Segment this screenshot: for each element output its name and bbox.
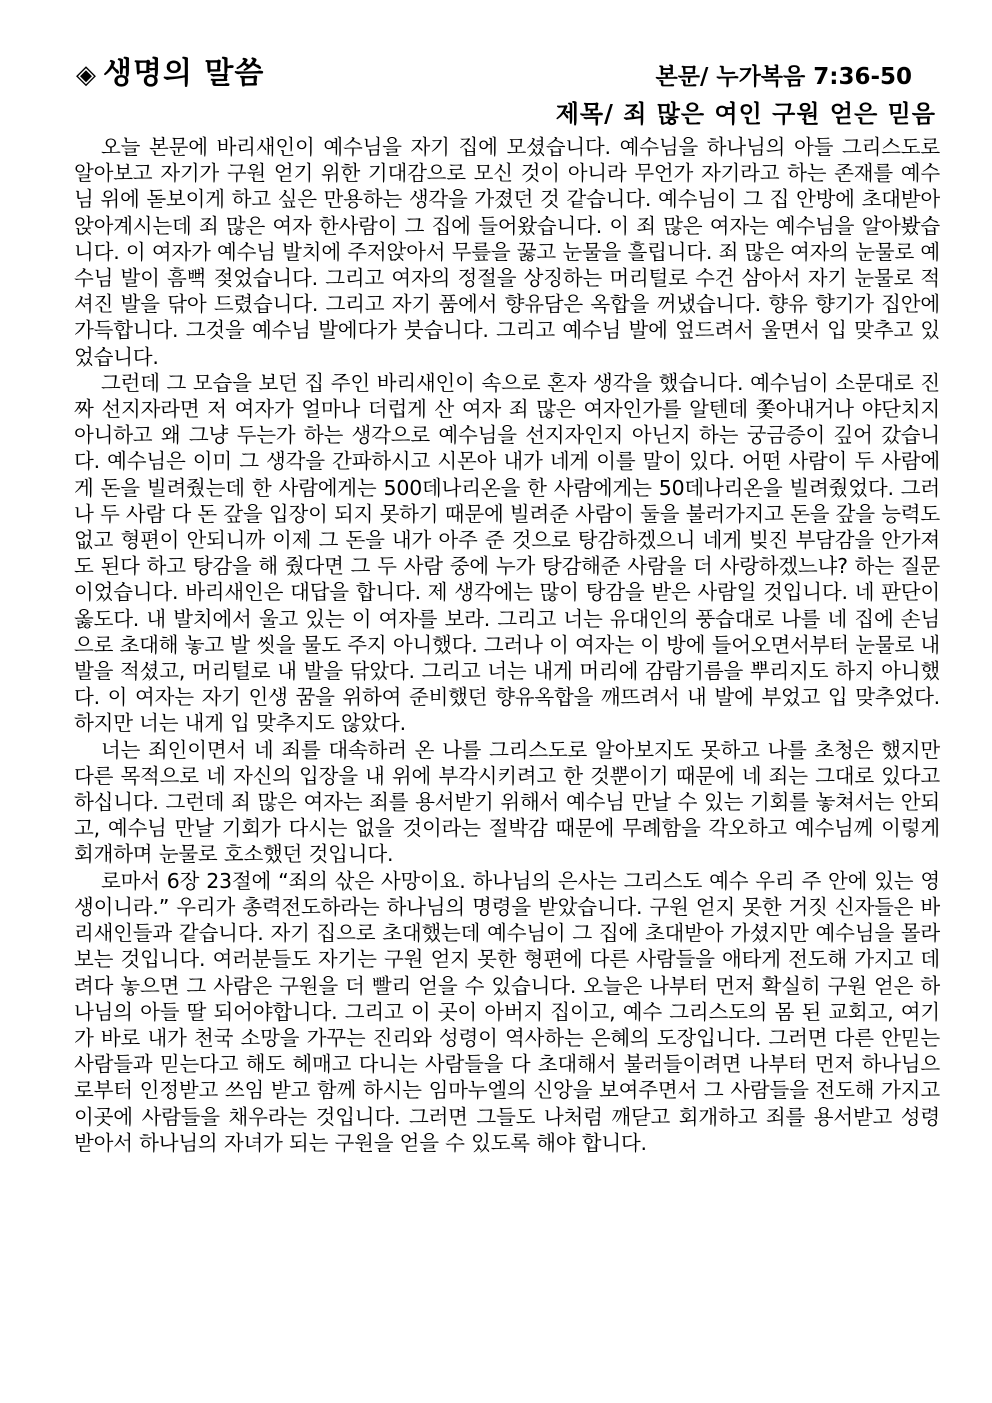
sermon-title: 제목/ 죄 많은 여인 구원 얻은 믿음 [555,99,936,128]
paragraph-3: 너는 죄인이면서 네 죄를 대속하러 온 나를 그리스도로 알아보지도 못하고 나를 초청은 했지만 다른 목적으로 네 자신의 입장을 내 위에 부각시키려고 한 것뿐이기 때문에 네 죄는 그대로 있다고 하십니다. 그런데 죄 많은 여자는 죄를 용서받기 위해서 예수님 만날 수 있는 기회를 놓쳐서는 안되고, 예수님 만날 기회가 다시는 없을 것이라는 절박감 때문에 무례함을 각오하고 예수님께 이렇게 회개하며 눈물로 호소했던 것입니다. [74,737,940,867]
paragraph-1: 오늘 본문에 바리새인이 예수님을 자기 집에 모셨습니다. 예수님을 하나님의 아들 그리스도로 알아보고 자기가 구원 얻기 위한 기대감으로 모신 것이 아니라 무언가 자기라고 하는 존재를 예수님 위에 돋보이게 하고 싶은 만용하는 생각을 가졌던 것 같습니다. 예수님이 그 집 안방에 초대받아 앉아계시는데 죄 많은 여자 한사람이 그 집에 들어왔습니다. 이 죄 많은 여자는 예수님을 알아봤습니다. 이 여자가 예수님 발치에 주저앉아서 무릎을 꿇고 눈물을 흘립니다. 죄 많은 여자의 눈물로 예수님 발이 흠뻑 젖었습니다. 그리고 여자의 정절을 상징하는 머리털로 수건 삼아서 자기 눈물로 적셔진 발을 닦아 드렸습니다. 그리고 자기 품에서 향유담은 옥합을 꺼냈습니다. 향유 향기가 집안에 가득합니다. 그것을 예수님 발에다가 붓습니다. 그리고 예수님 발에 엎드려서 울면서 입 맞추고 있었습니다. [74,135,940,369]
paragraph-2: 그런데 그 모습을 보던 집 주인 바리새인이 속으로 혼자 생각을 했습니다. 예수님이 소문대로 진짜 선지자라면 저 여자가 얼마나 더럽게 산 여자 죄 많은 여자인가를 알텐데 쫓아내거나 야단치지 아니하고 왜 그냥 두는가 하는 생각으로 예수님을 선지자인지 아닌지 하는 궁금증이 깊어 갔습니다. 예수님은 이미 그 생각을 간파하시고 시몬아 내가 네게 이를 말이 있다. 어떤 사람이 두 사람에게 돈을 빌려줬는데 한 사람에게는 500데나리온을 한 사람에게는 50데나리온을 빌려줬었다. 그러나 두 사람 다 돈 갚을 입장이 되지 못하기 때문에 빌려준 사람이 둘을 불러가지고 돈을 갚을 능력도 없고 형편이 안되니까 이제 그 돈을 내가 아주 준 것으로 탕감하겠으니 네게 빚진 부담감을 안가져도 된다 하고 탕감을 해 줬다면 그 두 사람 중에 누가 탕감해준 사람을 더 사랑하겠느냐? 하는 질문이었습니다. 바리새인은 대답을 합니다. 제 생각에는 많이 탕감을 받은 사람일 것입니다. 네 판단이 옳도다. 내 발치에서 울고 있는 이 여자를 보라. 그리고 너는 유대인의 풍습대로 나를 네 집에 손님으로 초대해 놓고 발 씻을 물도 주지 아니했다. 그러나 이 여자는 이 방에 들어오면서부터 눈물로 내 발을 적셨고, 머리털로 내 발을 닦았다. 그리고 너는 내게 머리에 감람기름을 뿌리지도 하지 아니했다. 이 여자는 자기 인생 꿈을 위하여 준비했던 향유옥합을 깨뜨려서 내 발에 부었고 입 맞추었다. 하지만 너는 내게 입 맞추지도 않았다. [74,370,940,736]
scripture-reference: 본문/ 누가복음 7:36-50 [655,64,912,90]
sermon-body [74,134,940,1156]
diamond-icon: ◈ [76,60,97,90]
section-title [76,48,264,92]
paragraph-4: 로마서 6장 23절에 “죄의 삯은 사망이요. 하나님의 은사는 그리스도 예수 우리 주 안에 있는 영생이니라.” 우리가 총력전도하라는 하나님의 명령을 받았습니다. 구원 얻지 못한 거짓 신자들은 바리새인들과 같습니다. 자기 집으로 초대했는데 예수님이 그 집에 초대받아 가셨지만 예수님을 몰라보는 것입니다. 여러분들도 자기는 구원 얻지 못한 형편에 다른 사람들을 애타게 전도해 가지고 데려다 놓으면 그 사람은 구원을 더 빨리 얻을 수 있습니다. 오늘은 나부터 먼저 확실히 구원 얻은 하나님의 아들 딸 되어야합니다. 그리고 이 곳이 아버지 집이고, 예수 그리스도의 몸 된 교회고, 여기가 바로 내가 천국 소망을 가꾸는 진리와 성령이 역사하는 은혜의 도장입니다. 그러면 다른 안믿는 사람들과 믿는다고 해도 헤매고 다니는 사람들을 다 초대해서 불러들이려면 나부터 먼저 하나님으로부터 인정받고 쓰임 받고 함께 하시는 임마누엘의 신앙을 보여주면서 그 사람들을 전도해 가지고 이곳에 사람들을 채우라는 것입니다. 그러면 그들도 나처럼 깨닫고 회개하고 죄를 용서받고 성령 받아서 하나님의 자녀가 되는 구원을 얻을 수 있도록 해야 합니다. [74,868,940,1155]
sermon-page [74,44,940,1374]
section-title-text: 생명의 말씀 [103,56,265,91]
page-header [74,44,940,128]
